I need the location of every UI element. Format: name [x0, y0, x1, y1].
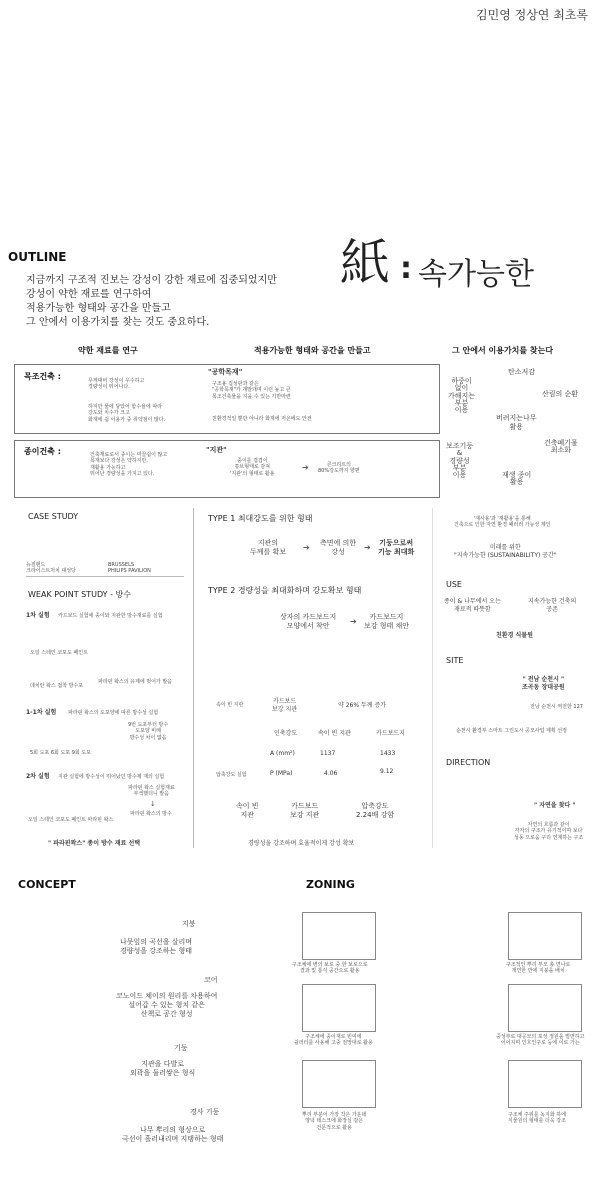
wood-text-1: 무게대비 강성이 우수하고 경량성이 뛰어나다.	[88, 378, 145, 391]
wood-text-2: 하지만 물에 닿았어 함수율에 따라 강도와 치수가 크고 화재에 쉽 이용가 중 취약점이 많다.	[88, 404, 166, 423]
case-label-1: 뉴질랜드 크라이스트처치 대성당	[26, 562, 76, 575]
table-cell: A (mm²)	[270, 750, 295, 757]
concept-title: 지붕	[182, 920, 196, 928]
divider	[193, 508, 194, 848]
concept-title: 기둥	[174, 1044, 188, 1052]
authors: 김민영 정상연 최초록	[476, 8, 588, 22]
arrow-icon: ➔	[364, 543, 371, 552]
experiment-2-note: 파라핀 왁스 실험재료 부색했더니 발음	[128, 785, 175, 798]
paper-text: 건축재료로서 종이는 미끌쉽이 많고 목재보다 강성은 약하지만, 재활용 가능하고 뛰어난 경량성을 가지고 있다.	[90, 452, 168, 477]
paper-step-1: 종이를 겹겹이 튜브형태로 감져 '지관'의 형태로 활용	[230, 458, 275, 477]
zoning-caption: 구조적인 뿌리 부모 총 면나로 개연한 만에 지붕을 배치	[506, 962, 571, 975]
outline-line: 지금까지 구조적 진보는 강성이 강한 재료에 집중되었지만	[26, 275, 277, 286]
wood-label: 목조건축 :	[24, 372, 61, 381]
experiment-1-materials: 오일 스테인 코포도 페인트	[30, 650, 88, 656]
type2-summary-b: 카드보드 보강 지관	[290, 802, 320, 819]
concept-title: 경사 기둥	[190, 1108, 220, 1116]
value-word-load: 하중이 없이 가해지는 부분 이용	[448, 377, 476, 415]
value-word-recycle: 재생 종이 활용	[502, 471, 532, 487]
experiment-1-label: 1차 실험	[26, 612, 50, 619]
table-header: 인축강도	[274, 730, 298, 737]
type1-step-a: 지관의 두께를 확보	[250, 539, 287, 556]
outline-line: 강성이 약한 재료를 연구하여	[26, 289, 152, 300]
arrow-icon: ➔	[303, 543, 310, 552]
experiment-11-samples: 5회 도포 6회 도포 9회 도포	[30, 750, 91, 756]
use-heading: USE	[446, 580, 462, 589]
zoning-thumbnail	[508, 984, 582, 1032]
zoning-thumbnail	[508, 912, 582, 960]
type2-summary-c: 압축강도 2.24배 강함	[356, 802, 395, 819]
site-address: 전남 순천시 역전한 127	[530, 704, 583, 710]
title-kanji: 紙	[340, 234, 390, 292]
value-word-carbon: 탄소저감	[508, 368, 536, 376]
outline-heading: OUTLINE	[8, 250, 67, 264]
wood-quote: "공학목재"	[208, 368, 243, 376]
type2-reinforced-tube: 카드보드 보강 지관	[272, 698, 298, 713]
zoning-caption: 구조체에 변의 보로 중 한 보로으로 결과 및 통식 공간으로 활용	[292, 962, 368, 975]
zoning-caption: 구조체에 종이재로 빈여에 쉴러터를 사용해 고중 전망대로 활용	[294, 1034, 373, 1047]
case-study-heading: CASE STUDY	[28, 512, 79, 521]
experiment-2-label: 2차 실험	[26, 773, 50, 780]
experiment-1-text: 카드보드 실험에 종이와 지관한 방수재료를 실험	[58, 613, 163, 619]
use-item-2: 지속가능한 건축의 공존	[528, 598, 577, 613]
experiment-2-result: 파라핀 왁스의 방수	[130, 811, 172, 817]
concept-text: 지관을 다발로 외곽을 둘러쌓은 형식	[130, 1060, 196, 1077]
table-cell: 9.12	[380, 768, 394, 775]
direction-title: " 자연을 찾다 "	[534, 802, 576, 809]
arrow-icon: ➔	[302, 463, 309, 472]
wood-quote-text: 구조용 집성판과 같은 "공학목재"가 개발돼며 이런 높고 큰 목조건축물을 지을 수 있는 기반마련	[212, 381, 291, 400]
concept-heading: CONCEPT	[18, 878, 76, 891]
type1-step-c: 기둥으로써 기능 최대화	[378, 539, 415, 556]
experiment-11-result: 9번 도포부터 방수 도포양 비례 방수성 차이 없음	[128, 722, 169, 741]
experiment-2-text: 지관 실험에 방수성이 뛰어났던 방수제 재의 실험	[58, 774, 165, 780]
compression-test-label: 압축강도 실험	[216, 772, 247, 778]
concept-text: 나뭇잎의 곡선을 살리며 경량성을 강조하는 형태	[120, 938, 193, 955]
value-word-column: 보조기둥 & 경량성 부분 이용	[446, 442, 474, 480]
divider	[432, 508, 433, 848]
zoning-thumbnail	[302, 912, 376, 960]
type2-heading: TYPE 2 경량성을 최대화하며 강도확보 형태	[208, 586, 362, 595]
outline-text	[26, 274, 277, 330]
site-name: " 전남 순천시 " 조곡동 장대공원	[522, 676, 565, 691]
direction-text: 자연의 흐름과 같이 각자의 구조가 유기적이며 보다 성동 으로움 구리 연계하는 구조	[514, 822, 584, 841]
outline-line: 적용가능한 형태와 공간을 만들고	[26, 303, 171, 314]
experiment-11-label: 1-1차 실험	[26, 709, 57, 716]
arrow-icon: ➔	[350, 617, 357, 626]
paper-quote: "지관"	[206, 446, 227, 454]
experiment-11-text: 파라핀 왁스의 도포양에 따른 방수성 실험	[68, 710, 159, 716]
divider	[26, 576, 184, 577]
experiment-1-result: 파라핀 왁스의 유제에 벗어가 발음	[98, 679, 172, 685]
experiment-2-samples: 오일 스테인 코포도 페인트 파라핀 왁스	[28, 817, 114, 823]
table-header: 속이 빈 지관	[318, 730, 351, 737]
type2-summary-a: 속이 빈 지관	[236, 802, 259, 819]
table-cell: P (MPa)	[270, 770, 293, 777]
type2-thickness: 약 26% 두께 증가	[338, 702, 387, 709]
paper-step-2: 콘크리트의 80%강도까지 향편	[318, 462, 360, 475]
case-label-2: BRUSSELS PHILIPS PAVILION	[108, 562, 151, 575]
use-item-1: 종이 & 나무에서 오는 재료적 따뜻함	[444, 598, 501, 613]
column-header-1: 약한 재료를 연구	[78, 346, 138, 355]
paper-label: 종이건축 :	[24, 447, 61, 456]
weak-heading: WEAK POINT STUDY - 방수	[28, 590, 131, 599]
value-word-waste: 건축폐기물 최소화	[544, 439, 578, 455]
zoning-heading: ZONING	[306, 878, 355, 891]
site-description: 순천시 환경부 스마트 그린도시 공모사업 제획 선정	[456, 728, 567, 734]
table-header: 카드보드지	[376, 730, 405, 737]
table-cell: 4.06	[324, 770, 338, 777]
sustainability-goal: 미래를 위한 "지속가능한 (SUSTAINABILITY) 공간"	[454, 544, 557, 559]
concept-title: 코어	[204, 976, 218, 984]
site-heading: SITE	[446, 656, 464, 665]
type1-heading: TYPE 1 최대강도를 위한 형태	[208, 514, 313, 523]
table-cell: 1433	[380, 750, 396, 757]
paper-box	[14, 440, 440, 498]
title-main: 속가능한	[418, 257, 534, 292]
type2-hollow-tube: 속이 빈 지관	[216, 702, 244, 708]
table-cell: 1137	[320, 750, 336, 757]
type2-step-b: 카드보드지 보강 형태 채안	[364, 613, 410, 630]
zoning-caption: 중성부로 대공모의 포성 정원을 벌면하고 이어지며 인흐인구로 둥에 이로 가는	[496, 1034, 585, 1047]
zoning-caption: 구조체 주위를 녹지화 하에 식물원의 형태를 더욱 강조	[508, 1112, 566, 1125]
value-word-forest: 산림의 순환	[542, 390, 579, 398]
concept-text: 코노이드 체이의 원리를 차용하여 설어갑 수 있는 형치 같은 산책로 공간 형성	[116, 992, 218, 1018]
wood-quote-text-2: 친환경적일 뿐만 아니라 화재에 저온에도 안전	[212, 416, 312, 422]
value-word-wood: 버려지는나무 활용	[496, 414, 537, 431]
zoning-thumbnail	[302, 984, 376, 1032]
concept-text: 나무 뿌리의 형상으로 극선이 흘러내리며 지탱하는 형태	[122, 1126, 224, 1143]
sustainability-text: '재사용'과 '재활용'을 통해 건축으로 인한 자연 환경 패러러 가능성 제인	[454, 516, 551, 529]
title-colon: :	[400, 251, 412, 286]
experiment-1-materials-2: 데치란 왁스 접착 방수포	[30, 683, 84, 689]
type1-step-b: 측면에 의한 강성	[320, 539, 357, 556]
column-header-3: 그 안에서 이용가치를 찾는다	[452, 346, 554, 355]
outline-line: 그 안에서 이용가치를 찾는 것도 중요하다.	[26, 317, 210, 328]
type2-step-a: 상자의 카드보드지 모양에서 착안	[280, 613, 337, 630]
zoning-caption: 뿌리 부분이 가장 작은 가운데 양녁 테스크에 화장실 같은 건문적으로 활용	[302, 1112, 367, 1131]
zoning-thumbnail	[508, 1060, 582, 1108]
use-item-3: 친환경 식물원	[496, 632, 533, 639]
column-header-2: 적용가능한 형태와 공간을 만들고	[254, 346, 371, 355]
arrow-down-icon: ↓	[150, 800, 156, 808]
type2-result: 경량성을 강조하며 효율적이게 강성 확보	[248, 840, 355, 847]
zoning-thumbnail	[302, 1060, 376, 1108]
direction-heading: DIRECTION	[446, 758, 491, 767]
weak-result: " 파라핀왁스" 종이 방수 재료 선택	[48, 840, 141, 847]
